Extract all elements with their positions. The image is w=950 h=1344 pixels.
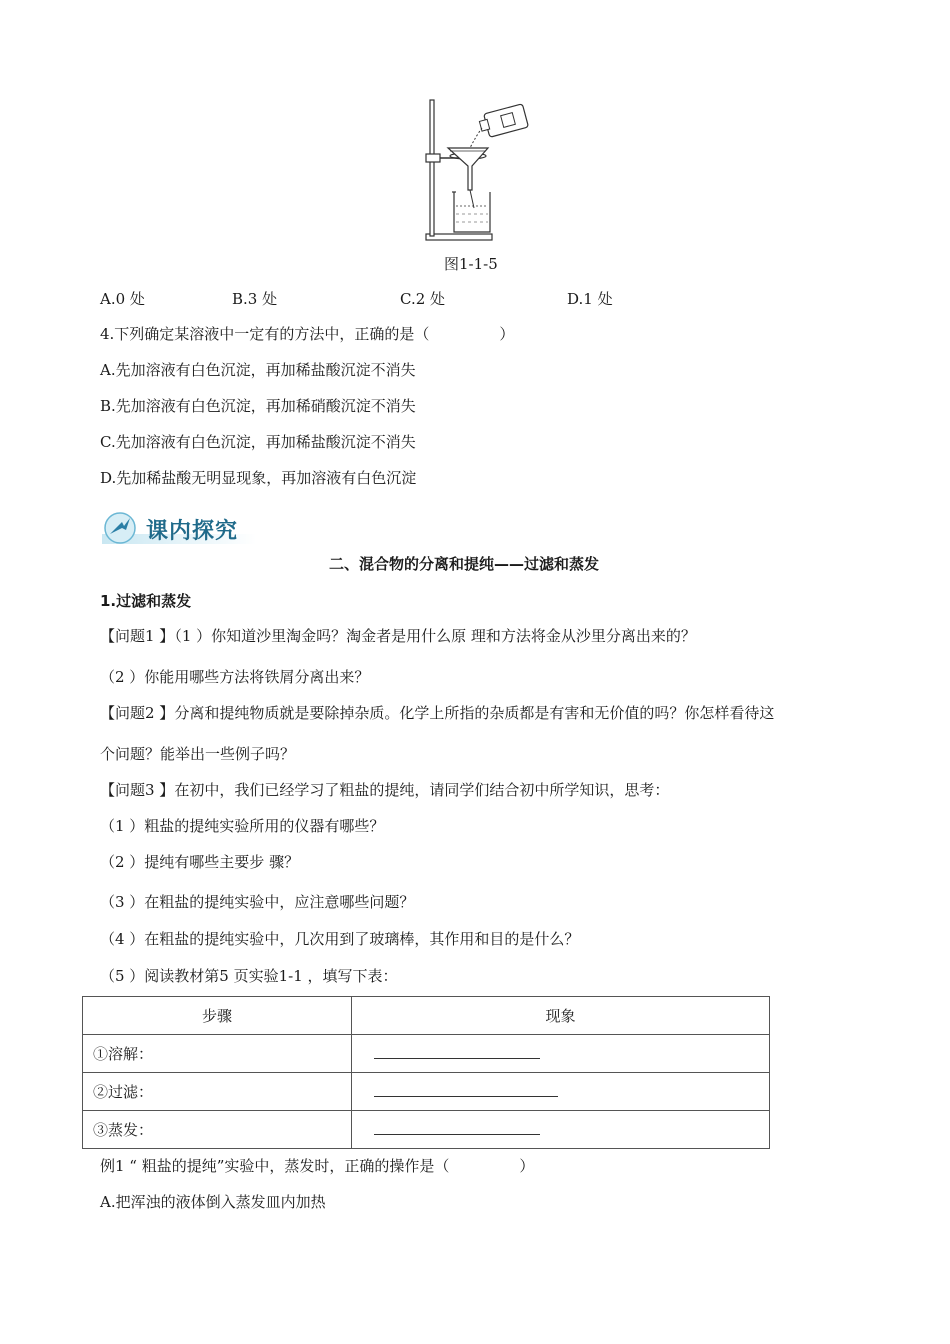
- answer-blank: [352, 1073, 770, 1111]
- question-3-item-3: （3 ）在粗盐的提纯实验中，应注意哪些问题？: [100, 893, 415, 911]
- table-row: [83, 1073, 770, 1111]
- question-3-item-4: （4 ）在粗盐的提纯实验中，几次用到了玻璃棒，其作用和目的是什么？: [100, 930, 580, 948]
- blank-line[interactable]: [374, 1082, 558, 1097]
- section-title: 二、混合物的分离和提纯——过滤和蒸发: [329, 555, 600, 573]
- blank-line[interactable]: [374, 1044, 540, 1059]
- question-4-option-d: D.先加稀盐酸无明显现象，再加溶液有白色沉淀: [100, 469, 417, 487]
- question-4-option-c: C.先加溶液有白色沉淀，再加稀盐酸沉淀不消失: [100, 433, 416, 451]
- experiment-table: [82, 996, 770, 1149]
- question-1-a: 【问题1 】（1 ）你知道沙里淘金吗？淘金者是用什么原 理和方法将金从沙里分离出来的？: [100, 627, 696, 645]
- question-3-label: 【问题3 】: [100, 781, 175, 799]
- question-4-option-a: A.先加溶液有白色沉淀，再加稀盐酸沉淀不消失: [100, 361, 416, 379]
- question-4-stem: 4.下列确定某溶液中一定有的方法中，正确的是（ ）: [100, 325, 515, 343]
- badge-label: 课内探究: [146, 519, 239, 544]
- question-1-label: 【问题1 】: [100, 627, 175, 645]
- example-1-option-a: A.把浑浊的液体倒入蒸发皿内加热: [100, 1193, 326, 1211]
- step-evaporate: ③蒸发：: [83, 1111, 352, 1149]
- step-filter: ②过滤：: [83, 1073, 352, 1111]
- filtration-apparatus-figure: [420, 96, 540, 246]
- table-row: [83, 1035, 770, 1073]
- question-2-line-1: 【问题2 】分离和提纯物质就是要除掉杂质。化学上所指的杂质都是有害和无价值的吗？你怎样看待这: [100, 704, 775, 722]
- question-2-label: 【问题2 】: [100, 704, 175, 722]
- section-badge: [100, 508, 260, 548]
- question-3-item-1: （1 ）粗盐的提纯实验所用的仪器有哪些？: [100, 817, 385, 835]
- header-steps: 步骤: [83, 997, 352, 1035]
- option-c: C.2 处: [400, 290, 446, 308]
- blank-line[interactable]: [374, 1120, 540, 1135]
- question-3-intro: 【问题3 】在初中，我们已经学习了粗盐的提纯，请同学们结合初中所学知识，思考：: [100, 781, 670, 799]
- example-1-stem: 例1 “ 粗盐的提纯”实验中，蒸发时，正确的操作是（ ）: [100, 1157, 535, 1175]
- header-phenomenon: 现象: [352, 997, 770, 1035]
- answer-blank: [352, 1035, 770, 1073]
- subsection-title: 1.过滤和蒸发: [100, 592, 192, 610]
- option-b: B.3 处: [232, 290, 278, 308]
- table-header-row: [83, 997, 770, 1035]
- question-1-b: （2 ）你能用哪些方法将铁屑分离出来？: [100, 668, 370, 686]
- figure-caption: 图1-1-5: [444, 255, 498, 273]
- step-dissolve: ①溶解：: [83, 1035, 352, 1073]
- question-3-item-2: （2 ）提纯有哪些主要步 骤？: [100, 853, 300, 871]
- question-4-option-b: B.先加溶液有白色沉淀，再加稀硝酸沉淀不消失: [100, 397, 416, 415]
- table-row: [83, 1111, 770, 1149]
- option-a: A.0 处: [100, 290, 145, 308]
- question-3-item-5: （5 ）阅读教材第5 页实验1-1 ，填写下表：: [100, 967, 398, 985]
- question-2-line-2: 个问题？能举出一些例子吗？: [100, 745, 296, 763]
- answer-blank: [352, 1111, 770, 1149]
- option-d: D.1 处: [567, 290, 613, 308]
